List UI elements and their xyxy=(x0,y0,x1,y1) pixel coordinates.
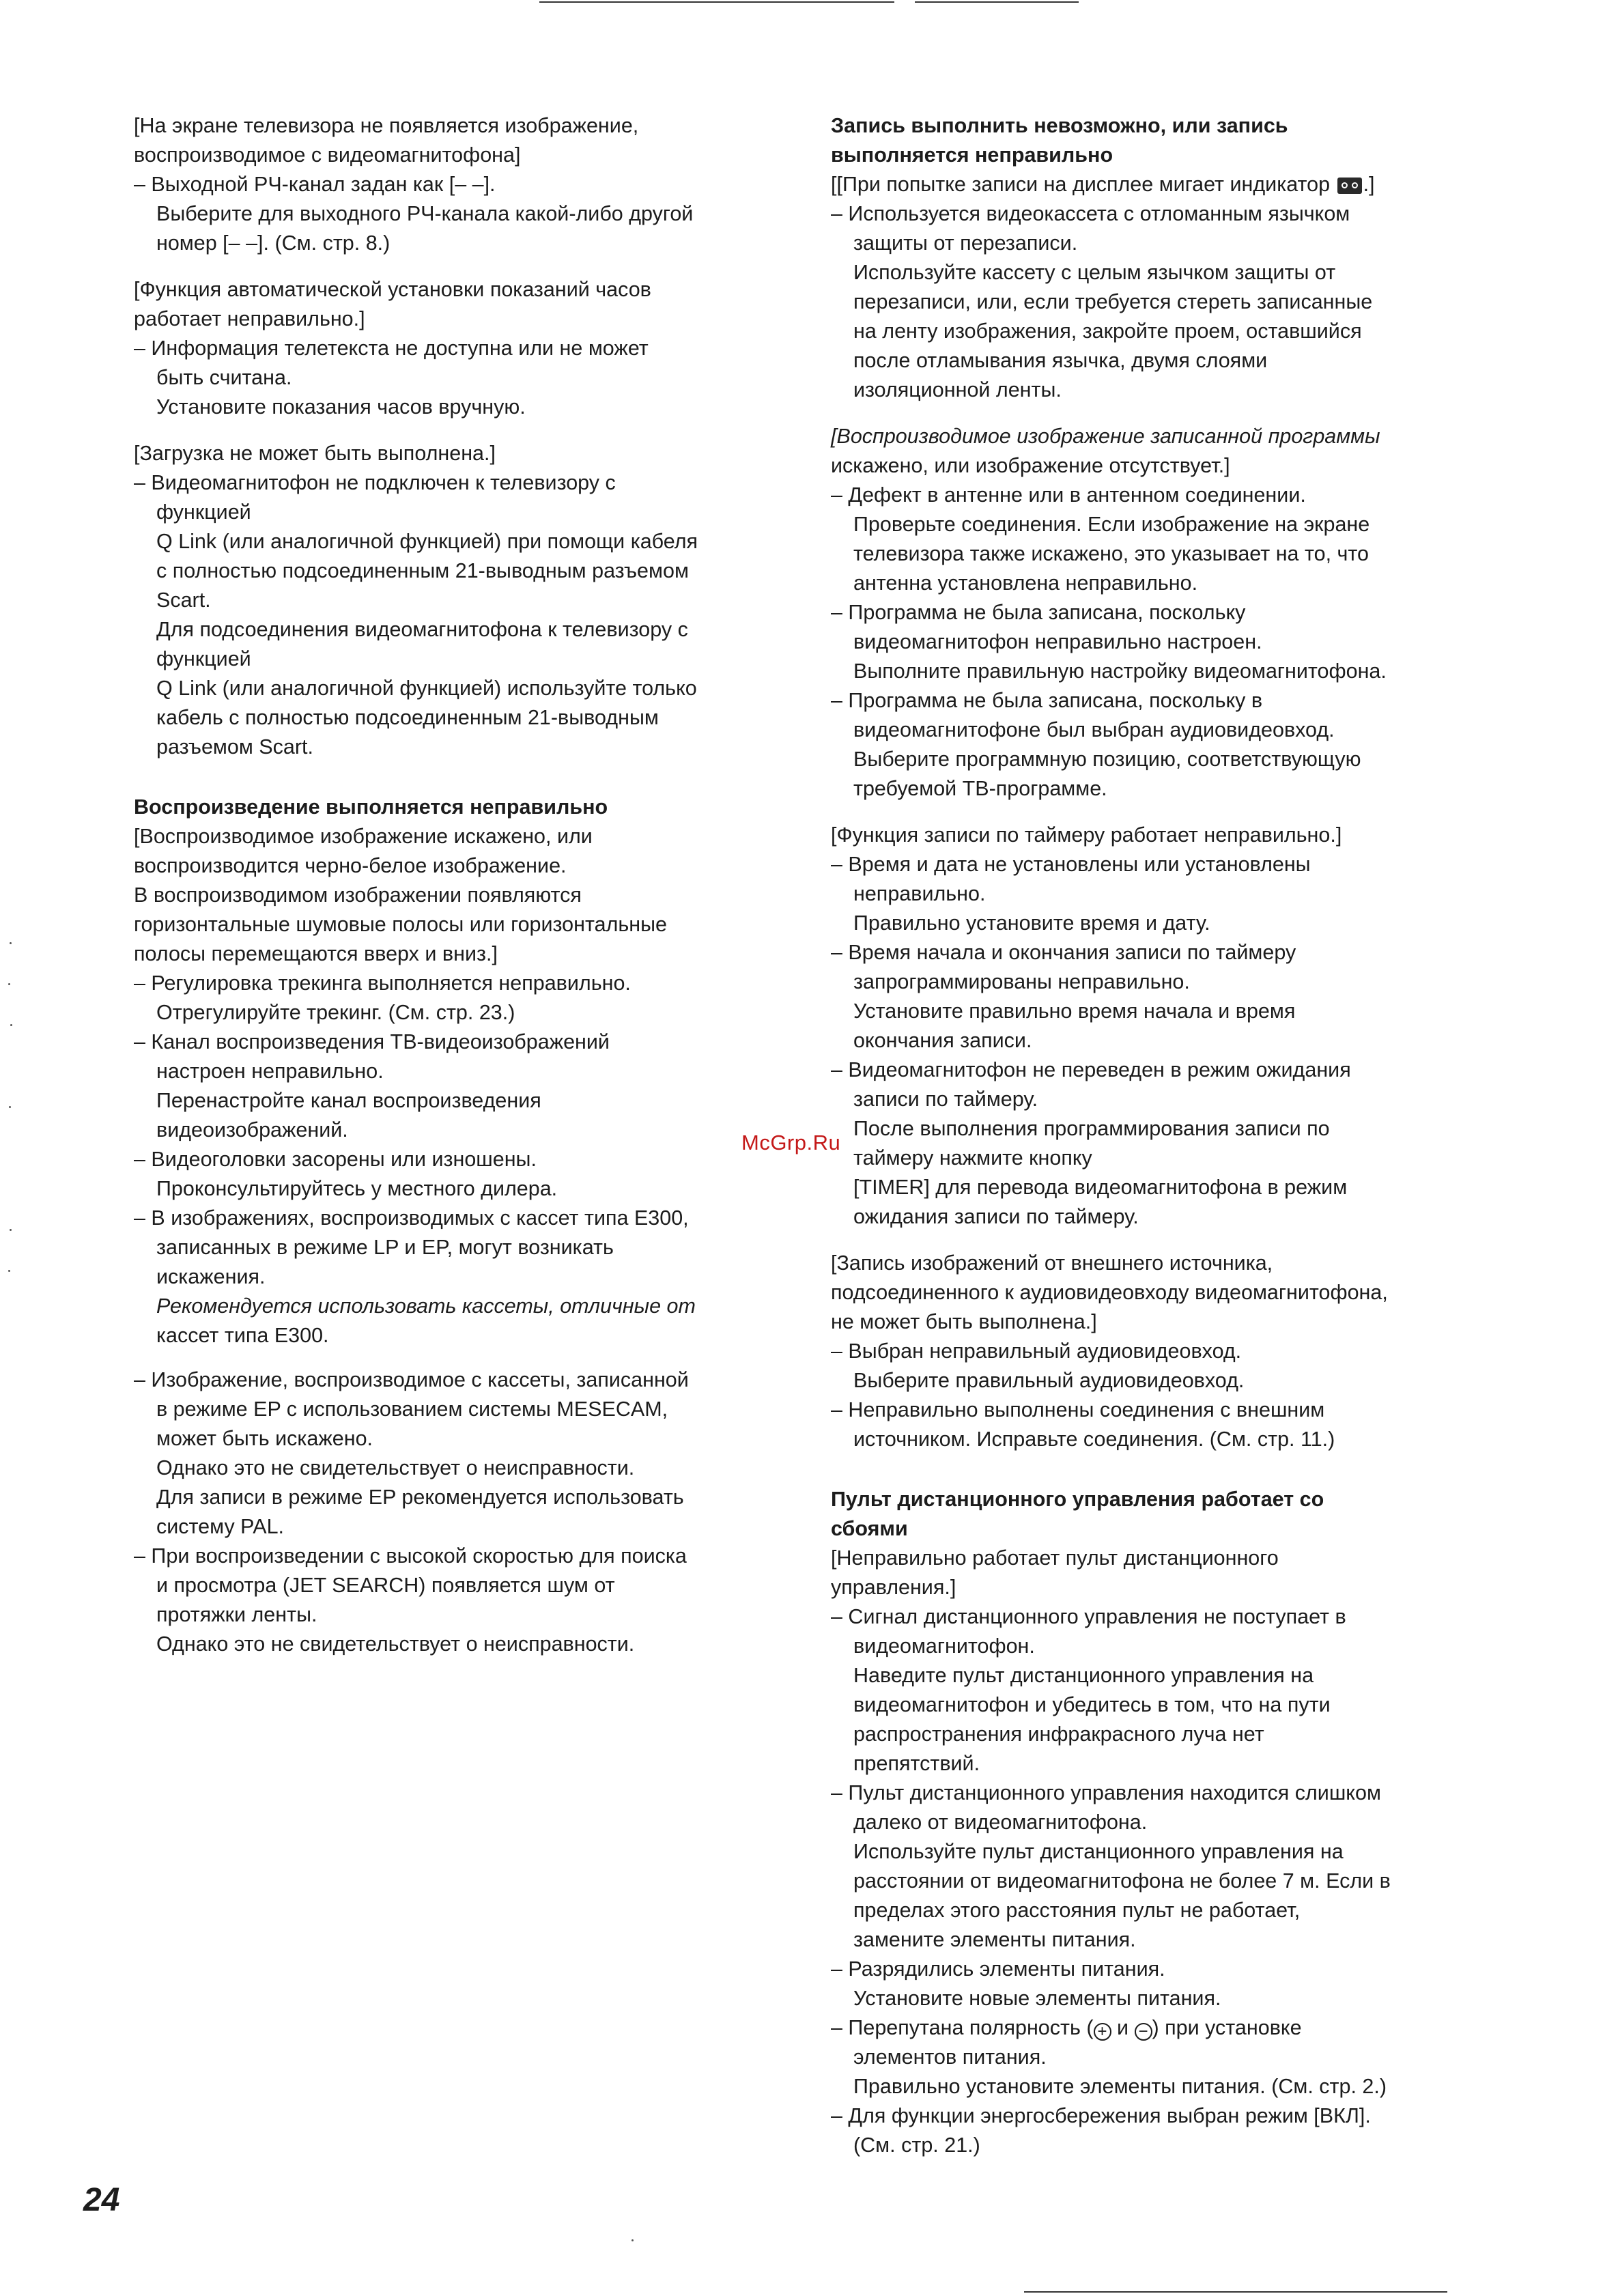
text-line: Выберите правильный аудиовидеовход. xyxy=(853,1369,1245,1392)
text-line: антенна установлена неправильно. xyxy=(853,571,1198,595)
text-line: таймеру нажмите кнопку xyxy=(853,1146,1092,1170)
text-line: в режиме EP с использованием системы MESECAM, xyxy=(156,1398,668,1421)
text-line: Используйте пульт дистанционного управления на xyxy=(853,1840,1344,1863)
text-line: протяжки ленты. xyxy=(156,1603,317,1626)
text-line: [Функция автоматической установки показаний часов xyxy=(134,278,651,301)
text-line: Перенастройте канал воспроизведения xyxy=(156,1089,541,1112)
text-line: после отламывания язычка, двумя слоями xyxy=(853,349,1268,372)
text-line: видеомагнитофон и убедитесь в том, что на пути xyxy=(853,1693,1331,1716)
text-line: Правильно установите элементы питания. (См. стр. 2.) xyxy=(853,2075,1387,2098)
text-line: может быть искажено. xyxy=(156,1427,373,1450)
text-line: – Программа не была записана, поскольку в xyxy=(831,689,1263,712)
text-line: Выберите для выходного РЧ-канала какой-либо другой xyxy=(156,202,694,225)
text-line: искажения. xyxy=(156,1265,266,1288)
text-line: – Выходной РЧ-канал задан как [– –]. xyxy=(134,173,496,196)
text-line: далеко от видеомагнитофона. xyxy=(853,1811,1148,1834)
text-line: – При воспроизведении с высокой скоростью для поиска xyxy=(134,1544,687,1568)
scan-speck xyxy=(10,1229,12,1231)
line-text: .] xyxy=(1363,173,1375,196)
text-line: – Для функции энергосбережения выбран режим [ВКЛ]. xyxy=(831,2104,1371,2127)
text-line: препятствий. xyxy=(853,1752,980,1775)
text-line: Scart. xyxy=(156,589,211,612)
text-line: [Запись изображений от внешнего источника, xyxy=(831,1251,1273,1275)
text-line: кабель с полностью подсоединенным 21-выводным xyxy=(156,706,659,729)
text-line: ожидания записи по таймеру. xyxy=(853,1205,1139,1228)
text-line: – Видеомагнитофон не переведен в режим ожидания xyxy=(831,1058,1351,1081)
text-line: изоляционной ленты. xyxy=(853,378,1062,401)
text-line: быть считана. xyxy=(156,366,292,389)
text-line: замените элементы питания. xyxy=(853,1928,1136,1951)
scan-speck xyxy=(8,983,10,985)
text-line: запрограммированы неправильно. xyxy=(853,970,1190,993)
line-text: – Перепутана полярность ( xyxy=(831,2016,1094,2039)
text-line: После выполнения программирования записи по xyxy=(853,1117,1330,1140)
watermark: McGrp.Ru xyxy=(741,1131,841,1154)
right-section-4 xyxy=(831,1485,1503,2160)
scan-speck xyxy=(9,1106,11,1108)
text-line: – Используется видеокассета с отломанным язычком xyxy=(831,202,1350,225)
text-line: работает неправильно.] xyxy=(134,307,365,330)
text-line: [На экране телевизора не появляется изображение, xyxy=(134,114,639,137)
text-line: [Неправильно работает пульт дистанционного xyxy=(831,1546,1279,1570)
text-line: управления.] xyxy=(831,1576,956,1599)
text-line: Проконсультируйтесь у местного дилера. xyxy=(156,1177,558,1200)
scan-speck xyxy=(631,2239,634,2241)
right-section-0 xyxy=(831,111,1503,405)
text-line: телевизора также искажено, это указывает на то, что xyxy=(853,542,1369,565)
text-line: кассет типа E300. xyxy=(156,1324,329,1347)
text-line: записанных в режиме LP и EP, могут возникать xyxy=(156,1236,614,1259)
line-text: [[При попытке записи на дисплее мигает индикатор xyxy=(831,173,1336,196)
text-line: Выполните правильную настройку видеомагнитофона. xyxy=(853,660,1387,683)
text-line: – Выбран неправильный аудиовидеовход. xyxy=(831,1340,1242,1363)
text-line: полосы перемещаются вверх и вниз.] xyxy=(134,942,498,965)
text-line: Используйте кассету с целым язычком защиты от xyxy=(853,261,1336,284)
text-line: Наведите пульт дистанционного управления на xyxy=(853,1664,1314,1687)
text-line: с полностью подсоединенным 21-выводным разъемом xyxy=(156,559,689,582)
text-line: функцией xyxy=(156,500,251,524)
text-line: пределах этого расстояния пульт не работает, xyxy=(853,1899,1301,1922)
text-line: распространения инфракрасного луча нет xyxy=(853,1723,1264,1746)
text-line: записи по таймеру. xyxy=(853,1088,1038,1111)
text-line: – Сигнал дистанционного управления не поступает в xyxy=(831,1605,1346,1628)
section-heading: Запись выполнить невозможно, или запись xyxy=(831,114,1288,137)
text-line: систему PAL. xyxy=(156,1515,285,1538)
text-line: настроен неправильно. xyxy=(156,1060,384,1083)
left-column xyxy=(134,111,810,1676)
text-line: элементов питания. xyxy=(853,2045,1047,2069)
text-line: Установите показания часов вручную. xyxy=(156,395,526,419)
text-line: функцией xyxy=(156,647,251,670)
bottom-rule xyxy=(1024,2291,1447,2293)
text-line: Q Link (или аналогичной функцией) при помощи кабеля xyxy=(156,530,698,553)
text-line: – Регулировка трекинга выполняется неправильно. xyxy=(134,972,631,995)
text-line: Для записи в режиме EP рекомендуется использовать xyxy=(156,1486,684,1509)
top-rule xyxy=(539,1,894,3)
text-line: Для подсоединения видеомагнитофона к телевизору с xyxy=(156,618,688,641)
text-line: воспроизводимое с видеомагнитофона] xyxy=(134,143,521,167)
text-line: искажено, или изображение отсутствует.] xyxy=(831,454,1230,477)
text-line: видеомагнитофоне был выбран аудиовидеовход. xyxy=(853,718,1335,741)
section-heading: выполняется неправильно xyxy=(831,143,1113,167)
text-line: – Время и дата не установлены или установлены xyxy=(831,853,1311,876)
text-line: [Функция записи по таймеру работает неправильно.] xyxy=(831,823,1342,847)
text-line: Однако это не свидетельствует о неисправности. xyxy=(156,1456,635,1479)
text-line: – Изображение, воспроизводимое с кассеты, записанной xyxy=(134,1368,689,1391)
text-line: перезаписи, или, если требуется стереть записанные xyxy=(853,290,1373,313)
right-section-2 xyxy=(831,821,1503,1232)
text-line: – Неправильно выполнены соединения с внешним xyxy=(831,1398,1325,1421)
right-section-1 xyxy=(831,422,1503,804)
scan-speck xyxy=(10,942,12,944)
text-line: – Разрядились элементы питания. xyxy=(831,1957,1165,1981)
text-line: Установите правильно время начала и время xyxy=(853,1000,1296,1023)
section-heading: Пульт дистанционного управления работает со xyxy=(831,1488,1324,1511)
text-line: Рекомендуется использовать кассеты, отличные от xyxy=(156,1294,696,1318)
text-line: воспроизводится черно-белое изображение. xyxy=(134,854,567,877)
text-line: Выберите программную позицию, соответствующую xyxy=(853,748,1361,771)
text-line: видеоизображений. xyxy=(156,1118,348,1142)
text-line: окончания записи. xyxy=(853,1029,1032,1052)
text-line: видеомагнитофон неправильно настроен. xyxy=(853,630,1262,653)
plus-polarity-icon: + xyxy=(1094,2023,1111,2041)
minus-polarity-icon: − xyxy=(1135,2023,1152,2041)
left-section-2 xyxy=(134,439,810,762)
top-rule-right xyxy=(915,1,1079,3)
page-number: 24 xyxy=(83,2182,120,2218)
text-line: – Программа не была записана, поскольку xyxy=(831,601,1246,624)
left-section-1 xyxy=(134,275,810,422)
text-line: защиты от перезаписи. xyxy=(853,231,1078,255)
text-line: номер [– –]. (См. стр. 8.) xyxy=(156,231,391,255)
text-line: не может быть выполнена.] xyxy=(831,1310,1097,1333)
text-line: Проверьте соединения. Если изображение на экране xyxy=(853,513,1370,536)
text-line: [Воспроизводимое изображение записанной программы xyxy=(831,425,1380,448)
right-column xyxy=(831,111,1503,2177)
text-line: неправильно. xyxy=(853,882,986,905)
text-line: Отрегулируйте трекинг. (См. стр. 23.) xyxy=(156,1001,515,1024)
text-line: Установите новые элементы питания. xyxy=(853,1987,1221,2010)
left-section-3 xyxy=(134,793,810,1659)
text-line: – Информация телетекста не доступна или не может xyxy=(134,337,649,360)
text-line: расстоянии от видеомагнитофона не более 7 м. Если в xyxy=(853,1869,1391,1893)
text-line: – В изображениях, воспроизводимых с кассет типа E300, xyxy=(134,1206,689,1230)
text-line: – Видеомагнитофон не подключен к телевизору с xyxy=(134,471,616,494)
text-line: видеомагнитофон. xyxy=(853,1634,1035,1658)
text-line: (См. стр. 21.) xyxy=(853,2134,980,2157)
scan-speck xyxy=(8,1270,10,1272)
text-line: разъемом Scart. xyxy=(156,735,313,759)
text-line: – Канал воспроизведения ТВ-видеоизображений xyxy=(134,1030,610,1053)
text-line: – Видеоголовки засорены или изношены. xyxy=(134,1148,537,1171)
text-line: горизонтальные шумовые полосы или горизонтальные xyxy=(134,913,667,936)
text-line: Однако это не свидетельствует о неисправности. xyxy=(156,1632,635,1656)
cassette-indicator-icon xyxy=(1337,178,1362,194)
text-line: [Воспроизводимое изображение искажено, или xyxy=(134,825,593,848)
text-line: Правильно установите время и дату. xyxy=(853,911,1210,935)
section-heading: сбоями xyxy=(831,1517,908,1540)
right-section-3 xyxy=(831,1249,1503,1454)
left-section-0 xyxy=(134,111,810,258)
text-line: Q Link (или аналогичной функцией) используйте только xyxy=(156,677,697,700)
text-line: требуемой ТВ-программе. xyxy=(853,777,1107,800)
scan-speck xyxy=(10,1024,12,1026)
text-line xyxy=(831,2013,1503,2043)
line-text: ) при установке xyxy=(1152,2016,1302,2039)
text-line: источником. Исправьте соединения. (См. стр. 11.) xyxy=(853,1428,1335,1451)
text-line xyxy=(831,170,1503,199)
text-line: на ленту изображения, закройте проем, оставшийся xyxy=(853,320,1362,343)
text-line: и просмотра (JET SEARCH) появляется шум от xyxy=(156,1574,615,1597)
text-line: – Пульт дистанционного управления находится слишком xyxy=(831,1781,1381,1804)
text-line: – Дефект в антенне или в антенном соединении. xyxy=(831,483,1306,507)
line-text: и xyxy=(1111,2016,1135,2039)
text-line: – Время начала и окончания записи по таймеру xyxy=(831,941,1296,964)
text-line: подсоединенного к аудиовидеовходу видеомагнитофона, xyxy=(831,1281,1388,1304)
text-line: [Загрузка не может быть выполнена.] xyxy=(134,442,496,465)
section-heading: Воспроизведение выполняется неправильно xyxy=(134,795,608,819)
text-line: В воспроизводимом изображении появляются xyxy=(134,883,582,907)
text-line: [TIMER] для перевода видеомагнитофона в режим xyxy=(853,1176,1348,1199)
